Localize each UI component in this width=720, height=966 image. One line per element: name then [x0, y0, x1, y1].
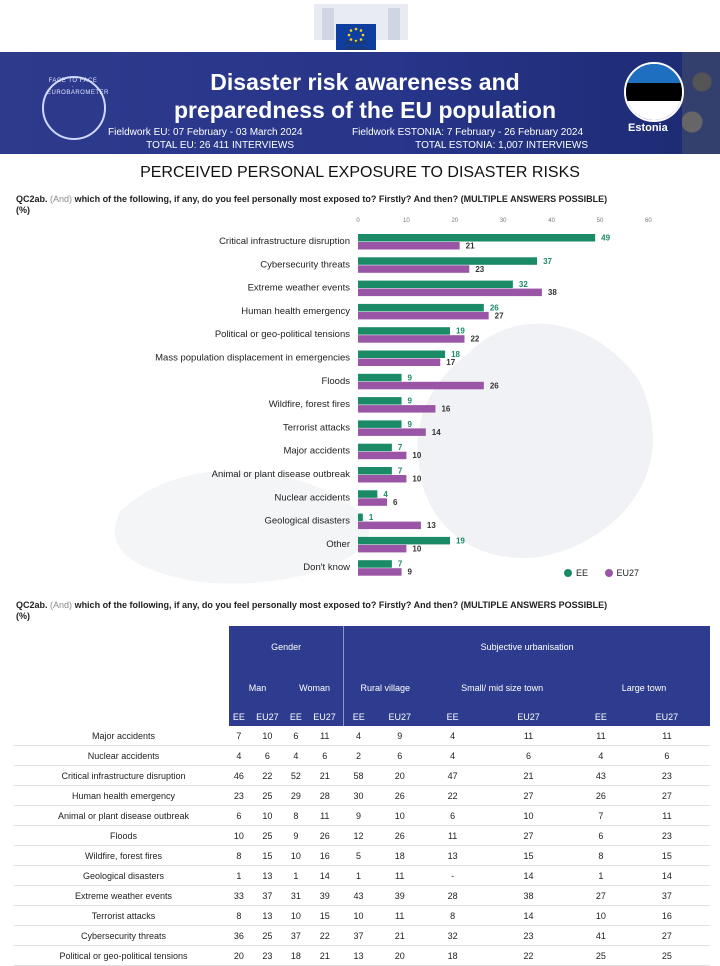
- category-label: Geological disasters: [264, 515, 350, 527]
- table-cell: 11: [373, 866, 426, 886]
- table-cell: 12: [344, 826, 373, 846]
- table-cell: 16: [306, 846, 344, 866]
- col-header-eu27: EU27: [624, 708, 710, 726]
- table-cell: 11: [624, 726, 710, 746]
- data-label-eu27: 22: [470, 334, 480, 344]
- row-label: Animal or plant disease outbreak: [14, 806, 229, 826]
- data-label-eu27: 16: [441, 404, 451, 414]
- row-label: Major accidents: [14, 726, 229, 746]
- header-banner: [0, 52, 720, 154]
- table-row: [14, 846, 710, 866]
- estonia-flag-icon: [624, 62, 684, 122]
- table-cell: -: [426, 866, 479, 886]
- top-bar: [0, 0, 720, 52]
- category-label: Nuclear accidents: [274, 492, 350, 504]
- row-label: Political or geo-political tensions: [14, 946, 229, 966]
- category-label: Critical infrastructure disruption: [219, 236, 350, 247]
- table-column-header: [14, 708, 710, 726]
- table-cell: 37: [249, 886, 286, 906]
- table-cell: 9: [286, 826, 306, 846]
- bar-eu27: [358, 498, 387, 506]
- category-label: Terrorist attacks: [282, 422, 350, 434]
- table-cell: 10: [479, 806, 578, 826]
- data-label-ee: 49: [601, 233, 611, 243]
- question-unit-2: (%): [16, 611, 30, 621]
- table-cell: 6: [306, 746, 344, 766]
- table-cell: 21: [479, 766, 578, 786]
- table-row: [14, 786, 710, 806]
- table-cell: 4: [578, 746, 624, 766]
- bar-eu27: [358, 382, 484, 390]
- row-label: Cybersecurity threats: [14, 926, 229, 946]
- table-cell: 1: [344, 866, 373, 886]
- table-cell: 13: [249, 866, 286, 886]
- bar-eu27: [358, 265, 469, 273]
- table-cell: 8: [578, 846, 624, 866]
- bar-ee: [358, 327, 450, 335]
- table-row: [14, 906, 710, 926]
- table-cell: 21: [306, 946, 344, 966]
- table-cell: 1: [229, 866, 249, 886]
- bar-eu27: [358, 405, 435, 413]
- table-cell: 23: [624, 826, 710, 846]
- table-cell: 9: [373, 726, 426, 746]
- data-label-eu27: 26: [489, 381, 499, 391]
- table-cell: 25: [249, 826, 286, 846]
- bar-eu27: [358, 428, 426, 436]
- data-label-eu27: 13: [426, 521, 436, 531]
- table-row: [14, 766, 710, 786]
- question-code-2: QC2ab.: [16, 600, 48, 610]
- table-cell: 36: [229, 926, 249, 946]
- people-photo: [682, 52, 720, 154]
- table-cell: 23: [479, 926, 578, 946]
- subgroup-large-town: Large town: [578, 668, 710, 708]
- table-corner: [14, 626, 229, 668]
- category-label: Mass population displacement in emergencies: [155, 352, 350, 364]
- row-label: Human health emergency: [14, 786, 229, 806]
- table-cell: 15: [479, 846, 578, 866]
- data-label-eu27: 9: [407, 567, 413, 577]
- table-cell: 6: [426, 806, 479, 826]
- table-question: [16, 600, 676, 622]
- table-cell: 31: [286, 886, 306, 906]
- table-cell: 6: [286, 726, 306, 746]
- bar-eu27: [358, 242, 460, 250]
- report-title: [150, 68, 580, 124]
- row-label: Floods: [14, 826, 229, 846]
- table-cell: 4: [426, 726, 479, 746]
- table-cell: 11: [426, 826, 479, 846]
- bar-ee: [358, 467, 392, 475]
- table-cell: 25: [249, 786, 286, 806]
- table-cell: 22: [249, 766, 286, 786]
- question-and: (And): [50, 194, 73, 204]
- bar-eu27: [358, 359, 440, 367]
- table-cell: 21: [306, 766, 344, 786]
- data-label-eu27: 23: [475, 264, 485, 274]
- table-cell: 4: [286, 746, 306, 766]
- table-cell: 43: [344, 886, 373, 906]
- table-cell: 20: [229, 946, 249, 966]
- bar-ee: [358, 304, 484, 312]
- data-label-ee: 9: [407, 419, 413, 429]
- bar-ee: [358, 420, 402, 428]
- question-text: which of the following, if any, do you feel personally most exposed to? Firstly? And then? (MULTIPLE ANSWERS POSSIBLE): [74, 194, 608, 204]
- table-cell: 10: [249, 806, 286, 826]
- table-cell: 29: [286, 786, 306, 806]
- table-cell: 23: [249, 946, 286, 966]
- table-cell: 39: [306, 886, 344, 906]
- bar-ee: [358, 560, 392, 568]
- data-label-ee: 37: [543, 256, 552, 266]
- category-label: Cybersecurity threats: [260, 259, 350, 271]
- category-label: Don't know: [303, 562, 350, 574]
- legend-eu27-label: EU27: [616, 568, 640, 578]
- table-row: [14, 886, 710, 906]
- table-cell: 25: [249, 926, 286, 946]
- table-cell: 4: [426, 746, 479, 766]
- row-label: Wildfire, forest fires: [14, 846, 229, 866]
- table-cell: 14: [479, 866, 578, 886]
- table-cell: 28: [306, 786, 344, 806]
- bar-ee: [358, 351, 445, 359]
- category-label: Animal or plant disease outbreak: [211, 469, 350, 480]
- x-tick-label: 60: [645, 218, 652, 224]
- data-label-ee: 9: [407, 396, 413, 406]
- bar-ee: [358, 537, 450, 545]
- data-label-ee: 7: [397, 443, 403, 453]
- table-cell: 39: [373, 886, 426, 906]
- country-name: Estonia: [628, 122, 668, 134]
- col-header-eu27: EU27: [479, 708, 578, 726]
- subgroup-woman: Woman: [286, 668, 344, 708]
- data-label-eu27: 10: [412, 451, 422, 461]
- table-cell: 23: [229, 786, 249, 806]
- table-cell: 4: [344, 726, 373, 746]
- table-cell: 22: [426, 786, 479, 806]
- data-label-eu27: 14: [431, 427, 441, 437]
- bar-ee: [358, 234, 595, 242]
- table-cell: 6: [624, 746, 710, 766]
- question-and-2: (And): [50, 600, 73, 610]
- data-label-ee: 9: [407, 373, 413, 383]
- bar-eu27: [358, 452, 406, 460]
- fieldwork-eu-dates: Fieldwork EU: 07 February - 03 March 2024: [108, 127, 303, 138]
- table-cell: 26: [306, 826, 344, 846]
- table-group-header: [14, 626, 710, 668]
- category-label: Other: [326, 538, 350, 550]
- data-label-eu27: 10: [412, 544, 422, 554]
- table-row: [14, 746, 710, 766]
- col-header-ee: EE: [426, 708, 479, 726]
- table-cell: 27: [479, 786, 578, 806]
- table-cell: 6: [578, 826, 624, 846]
- bar-ee: [358, 397, 402, 405]
- table-cell: 38: [479, 886, 578, 906]
- table-cell: 33: [229, 886, 249, 906]
- bar-eu27: [358, 475, 406, 483]
- table-corner-2: [14, 668, 229, 708]
- data-label-eu27: 38: [547, 288, 557, 298]
- table-cell: 27: [624, 786, 710, 806]
- table-row: [14, 926, 710, 946]
- legend-ee-label: EE: [576, 568, 589, 578]
- table-cell: 14: [479, 906, 578, 926]
- legend: [564, 568, 639, 578]
- bar-ee: [358, 374, 402, 382]
- table-cell: 9: [344, 806, 373, 826]
- table-cell: 10: [344, 906, 373, 926]
- table-cell: 8: [426, 906, 479, 926]
- table-cell: 23: [624, 766, 710, 786]
- table-cell: 15: [624, 846, 710, 866]
- table-cell: 20: [373, 946, 426, 966]
- x-tick-label: 10: [403, 218, 410, 224]
- col-header-eu27: EU27: [249, 708, 286, 726]
- table-cell: 10: [373, 806, 426, 826]
- exposure-bar-chart: [0, 212, 720, 588]
- table-corner-3: [14, 708, 229, 726]
- table-cell: 14: [306, 866, 344, 886]
- table-cell: 7: [229, 726, 249, 746]
- table-cell: 6: [373, 746, 426, 766]
- table-cell: 26: [373, 786, 426, 806]
- table-cell: 43: [578, 766, 624, 786]
- table-cell: 18: [286, 946, 306, 966]
- x-tick-label: 40: [548, 218, 555, 224]
- group-gender: Gender: [229, 626, 344, 668]
- group-urbanisation: Subjective urbanisation: [344, 626, 710, 668]
- data-label-ee: 7: [397, 559, 403, 569]
- x-tick-label: 50: [596, 218, 604, 224]
- table-row: [14, 866, 710, 886]
- data-label-eu27: 21: [465, 241, 475, 251]
- title-line-1: Disaster risk awareness and: [210, 69, 520, 95]
- table-cell: 11: [578, 726, 624, 746]
- table-cell: 41: [578, 926, 624, 946]
- subgroup-small-town: Small/ mid size town: [426, 668, 578, 708]
- col-header-eu27: EU27: [373, 708, 426, 726]
- data-label-ee: 32: [518, 280, 528, 290]
- subgroup-rural: Rural village: [344, 668, 427, 708]
- table-cell: 8: [229, 846, 249, 866]
- bar-eu27: [358, 568, 402, 576]
- table-cell: 30: [344, 786, 373, 806]
- table-cell: 10: [578, 906, 624, 926]
- data-label-eu27: 6: [393, 497, 398, 507]
- table-row: [14, 726, 710, 746]
- table-cell: 14: [624, 866, 710, 886]
- table-cell: 20: [373, 766, 426, 786]
- table-cell: 6: [479, 746, 578, 766]
- subgroup-man: Man: [229, 668, 286, 708]
- x-tick-label: 0: [356, 218, 360, 224]
- category-label: Extreme weather events: [247, 282, 350, 294]
- table-cell: 25: [624, 946, 710, 966]
- table-cell: 37: [624, 886, 710, 906]
- table-cell: 10: [249, 726, 286, 746]
- question-text-2: which of the following, if any, do you feel personally most exposed to? Firstly? And then? (MULTIPLE ANSWERS POSSIBLE): [74, 600, 608, 610]
- table-cell: 22: [479, 946, 578, 966]
- table-cell: 11: [479, 726, 578, 746]
- table-cell: 28: [426, 886, 479, 906]
- x-tick-label: 30: [499, 218, 507, 224]
- fieldwork-eu: [108, 126, 308, 152]
- row-label: Geological disasters: [14, 866, 229, 886]
- breakdown-table: [14, 626, 710, 966]
- bar-eu27: [358, 312, 489, 320]
- table-cell: 13: [249, 906, 286, 926]
- table-cell: 7: [578, 806, 624, 826]
- table-cell: 22: [306, 926, 344, 946]
- bar-eu27: [358, 545, 406, 553]
- title-line-2: preparedness of the EU population: [173, 97, 557, 123]
- col-header-ee: EE: [578, 708, 624, 726]
- table-cell: 8: [229, 906, 249, 926]
- table-cell: 15: [306, 906, 344, 926]
- table-cell: 11: [624, 806, 710, 826]
- category-label: Floods: [321, 375, 350, 387]
- table-cell: 18: [426, 946, 479, 966]
- data-label-ee: 18: [451, 350, 461, 359]
- table-cell: 27: [624, 926, 710, 946]
- table-subgroup-header: [14, 668, 710, 708]
- x-tick-label: 20: [451, 218, 459, 224]
- bar-ee: [358, 281, 513, 289]
- col-header-ee: EE: [229, 708, 249, 726]
- category-label: Human health emergency: [241, 305, 350, 317]
- table-cell: 27: [578, 886, 624, 906]
- table-cell: 10: [229, 826, 249, 846]
- bar-eu27: [358, 522, 421, 530]
- table-cell: 37: [344, 926, 373, 946]
- bar-ee: [358, 257, 537, 265]
- table-cell: 6: [229, 806, 249, 826]
- row-label: Terrorist attacks: [14, 906, 229, 926]
- table-cell: 13: [426, 846, 479, 866]
- category-label: Political or geo-political tensions: [214, 329, 350, 341]
- fieldwork-ee-dates: Fieldwork ESTONIA: 7 February - 26 February 2024: [352, 127, 584, 138]
- table-cell: 4: [229, 746, 249, 766]
- legend-ee: [564, 568, 588, 578]
- table-cell: 13: [344, 946, 373, 966]
- table-cell: 11: [373, 906, 426, 926]
- bar-ee: [358, 490, 377, 498]
- total-eu: TOTAL EU: 26 411 INTERVIEWS: [146, 140, 294, 151]
- table-cell: 21: [373, 926, 426, 946]
- bar-eu27: [358, 335, 464, 343]
- table-cell: 52: [286, 766, 306, 786]
- bar-ee: [358, 514, 363, 522]
- table-cell: 18: [373, 846, 426, 866]
- data-label-ee: 4: [383, 489, 388, 499]
- table-cell: 58: [344, 766, 373, 786]
- table-cell: 25: [578, 946, 624, 966]
- table-cell: 26: [578, 786, 624, 806]
- category-label: Wildfire, forest fires: [268, 399, 350, 411]
- data-label-ee: 19: [455, 326, 465, 336]
- table-cell: 32: [426, 926, 479, 946]
- col-header-eu27: EU27: [306, 708, 344, 726]
- table-cell: 6: [249, 746, 286, 766]
- row-label: Extreme weather events: [14, 886, 229, 906]
- data-label-eu27: 17: [446, 358, 456, 367]
- row-label: Nuclear accidents: [14, 746, 229, 766]
- table-cell: 10: [286, 906, 306, 926]
- table-cell: 11: [306, 726, 344, 746]
- table-cell: 37: [286, 926, 306, 946]
- table-cell: 47: [426, 766, 479, 786]
- table-cell: 46: [229, 766, 249, 786]
- fieldwork-ee: [352, 126, 602, 152]
- question-unit: (%): [16, 205, 30, 215]
- table-cell: 1: [286, 866, 306, 886]
- table-cell: 27: [479, 826, 578, 846]
- data-label-ee: 19: [455, 536, 465, 546]
- data-label-ee: 7: [397, 466, 403, 476]
- table-cell: 15: [249, 846, 286, 866]
- table-cell: 16: [624, 906, 710, 926]
- legend-ee-swatch: [564, 569, 572, 577]
- table-cell: 1: [578, 866, 624, 886]
- table-row: [14, 826, 710, 846]
- data-label-ee: 1: [368, 513, 374, 523]
- row-label: Critical infrastructure disruption: [14, 766, 229, 786]
- table-cell: 10: [286, 846, 306, 866]
- table-cell: 11: [306, 806, 344, 826]
- total-ee: TOTAL ESTONIA: 1,007 INTERVIEWS: [415, 140, 588, 151]
- table-row: [14, 806, 710, 826]
- badge-text: FACE TO FACE · EUROBAROMETER: [47, 78, 109, 96]
- table-cell: 5: [344, 846, 373, 866]
- bar-ee: [358, 444, 392, 452]
- section-title: PERCEIVED PERSONAL EXPOSURE TO DISASTER RISKS: [140, 164, 580, 181]
- bar-eu27: [358, 289, 542, 297]
- table-row: [14, 946, 710, 966]
- question-code: QC2ab.: [16, 194, 48, 204]
- col-header-ee: EE: [344, 708, 373, 726]
- legend-eu27: [605, 568, 640, 578]
- ec-label: European Commission: [342, 40, 370, 52]
- table-cell: 8: [286, 806, 306, 826]
- data-label-eu27: 27: [494, 311, 504, 321]
- data-label-eu27: 10: [412, 474, 422, 484]
- table-cell: 2: [344, 746, 373, 766]
- data-label-ee: 26: [489, 303, 499, 313]
- category-label: Major accidents: [283, 445, 350, 457]
- legend-eu27-swatch: [605, 569, 613, 577]
- col-header-ee: EE: [286, 708, 306, 726]
- table-cell: 26: [373, 826, 426, 846]
